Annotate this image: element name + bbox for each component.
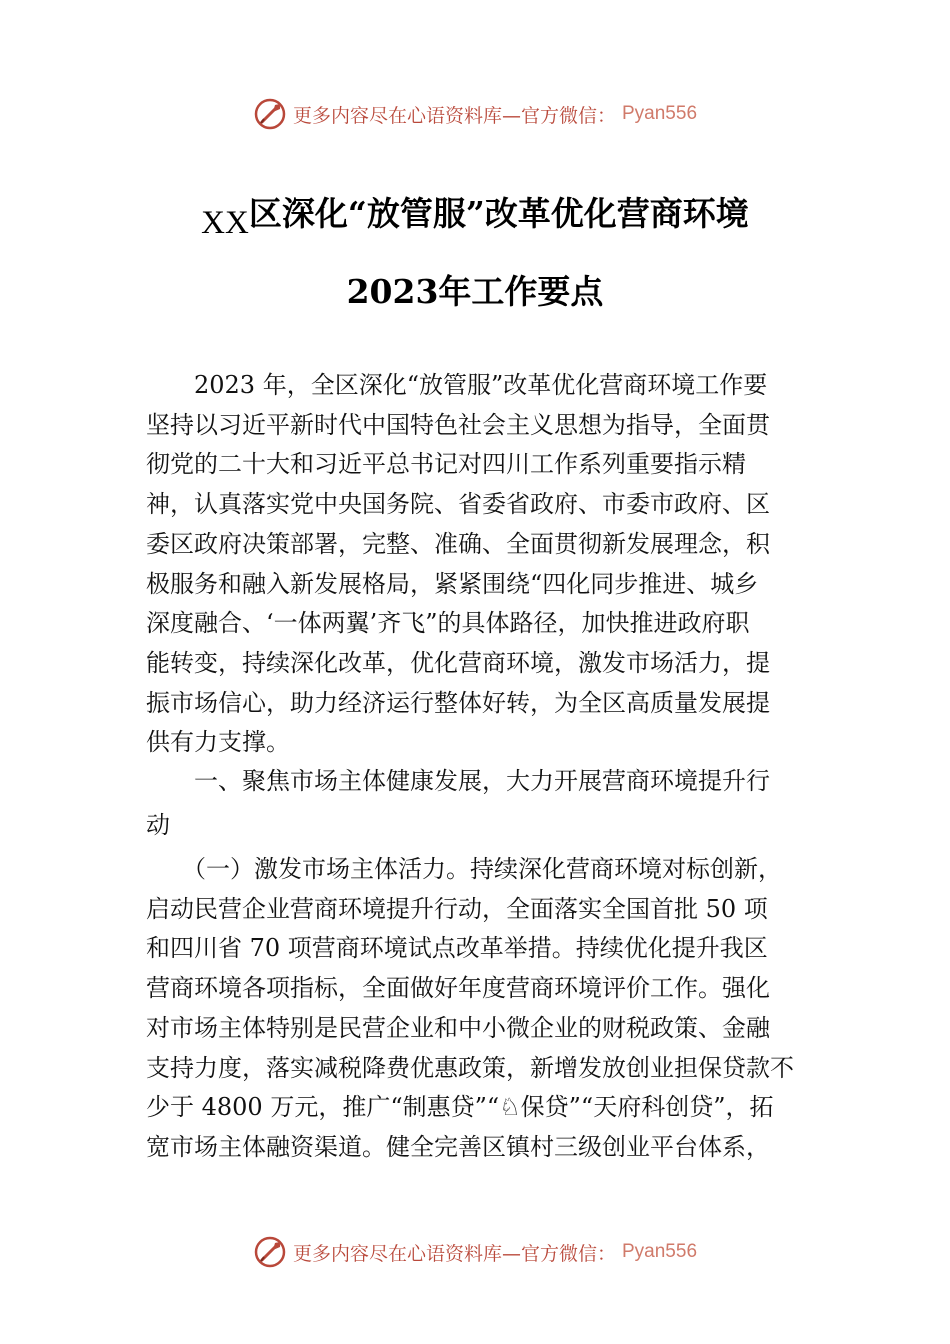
title-prefix: XX [201,205,249,241]
document-title-line1 [0,188,950,241]
watermark-text: 更多内容尽在心语资料库—官方微信： [292,1242,616,1265]
text-line: 和四川省 70 项营商环境试点改革举措。持续优化提升我区 [146,934,768,963]
text-line: 宽市场主体融资渠道。健全完善区镇村三级创业平台体系， [146,1132,770,1161]
watermark-header [0,94,950,134]
text-line: 动 [146,810,170,839]
text-line: 坚持以习近平新时代中国特色社会主义思想为指导，全面贯 [146,410,770,439]
text-line: 彻党的二十大和习近平总书记对四川工作系列重要指示精 [146,450,746,479]
text-line: 2023 年，全区深化“放管服”改革优化营商环境工作要 [146,371,768,399]
text-line: 极服务和融入新发展格局，紧紧围绕“四化同步推进、城乡 [146,569,759,598]
text-line: 少于 4800 万元，推广“制惠贷”“♘保贷”“天府科创贷”，拓 [146,1093,774,1122]
document-title-line2: 2023年工作要点 [346,272,604,311]
text-line: 神，认真落实党中央国务院、省委省政府、市委市政府、区 [146,490,770,519]
text-line: 一、聚焦市场主体健康发展，大力开展营商环境提升行 [146,767,770,795]
paragraph-intro [146,366,806,763]
watermark-wechat-id: Pyan556 [622,103,698,124]
quill-pen-seal-icon [253,1235,287,1269]
text-line: 支持力度，落实减税降费优惠政策，新增发放创业担保贷款不 [146,1053,794,1082]
text-line: 深度融合、‘一体两翼’齐飞”的具体路径，加快推进政府职 [146,609,750,638]
text-line: 供有力支撑。 [146,728,290,757]
quill-pen-seal-icon [253,97,287,131]
paragraph-subsection-1 [146,850,806,1168]
text-line: （一）激发市场主体活力。持续深化营商环境对标创新， [146,855,782,883]
watermark-wechat-id: Pyan556 [622,1241,698,1262]
title-text: 区深化“放管服”改革优化营商环境 [248,194,749,233]
text-line: 营商环境各项指标，全面做好年度营商环境评价工作。强化 [146,974,770,1003]
text-line: 委区政府决策部署，完整、准确、全面贯彻新发展理念，积 [146,529,770,558]
text-line: 对市场主体特别是民营企业和中小微企业的财税政策、金融 [146,1013,770,1042]
text-line: 振市场信心，助力经济运行整体好转，为全区高质量发展提 [146,688,770,717]
section-heading-1 [146,762,806,845]
text-line: 能转变，持续深化改革，优化营商环境，激发市场活力，提 [146,648,770,677]
watermark-footer [0,1232,950,1272]
watermark-text: 更多内容尽在心语资料库—官方微信： [292,104,616,127]
text-line: 启动民营企业营商环境提升行动，全面落实全国首批 50 项 [146,894,768,923]
